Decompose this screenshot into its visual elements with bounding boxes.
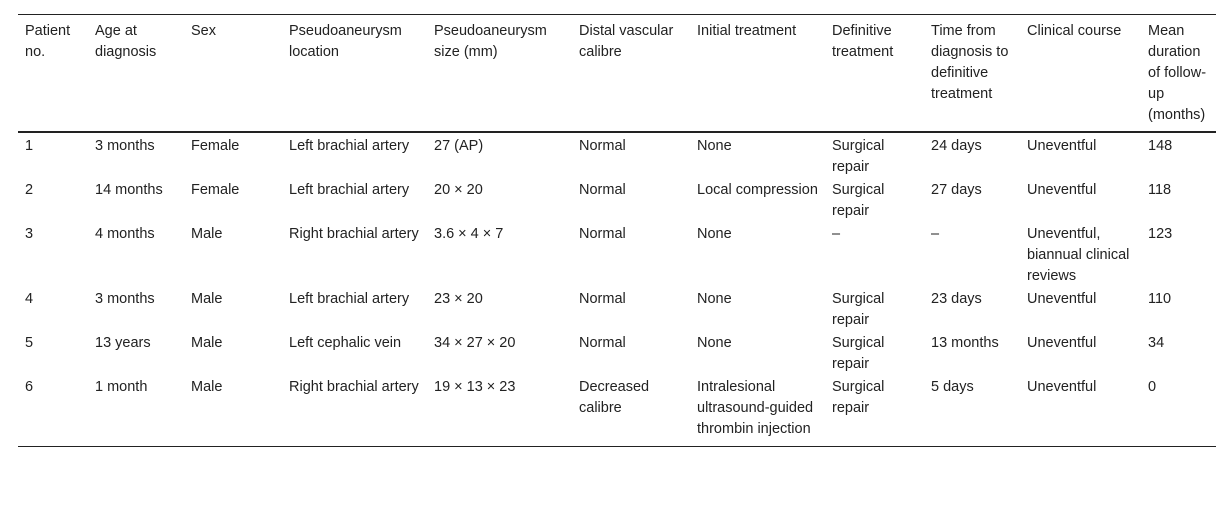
cell-age: 14 months: [95, 182, 163, 198]
header-distal-vascular-calibre: Distal vascular calibre: [579, 23, 674, 60]
cell-clinical-course: Uneventful: [1027, 379, 1097, 395]
cell-time-to-treatment: –: [931, 226, 940, 242]
cell-patient-no: 6: [25, 379, 34, 395]
cell-time-to-treatment: 24 days: [931, 138, 982, 154]
cell-age: 1 month: [95, 379, 148, 395]
cell-sex: Male: [191, 379, 223, 395]
header-age-at-diagnosis: Age at diagnosis: [95, 23, 157, 60]
cell-initial-treatment: None: [697, 226, 732, 242]
cell-calibre: Normal: [579, 335, 626, 351]
header-pseudoaneurysm-location: Pseudoaneurysm location: [289, 23, 402, 60]
cell-patient-no: 3: [25, 226, 34, 242]
cell-location: Left brachial artery: [289, 291, 410, 307]
cell-location: Left brachial artery: [289, 182, 410, 198]
header-pseudoaneurysm-size: Pseudoaneurysm size (mm): [434, 23, 547, 60]
cell-follow-up: 0: [1148, 379, 1157, 395]
header-patient-no: Patient no.: [25, 23, 71, 60]
cell-patient-no: 4: [25, 291, 34, 307]
cell-follow-up: 34: [1148, 335, 1165, 351]
header-initial-treatment: Initial treatment: [697, 23, 797, 39]
cell-calibre: Normal: [579, 138, 626, 154]
cell-size: 3.6 × 4 × 7: [434, 226, 504, 242]
table-body: [18, 132, 1216, 447]
header-definitive-treatment: Definitive treatment: [832, 23, 894, 60]
cell-size: 34 × 27 × 20: [434, 335, 516, 351]
cell-time-to-treatment: 13 months: [931, 335, 999, 351]
cell-definitive-treatment: Surgical repair: [832, 138, 885, 175]
cell-time-to-treatment: 23 days: [931, 291, 982, 307]
cell-time-to-treatment: 27 days: [931, 182, 982, 198]
header-follow-up-duration: Mean duration of follow-up (months): [1148, 23, 1207, 123]
cell-follow-up: 118: [1148, 182, 1172, 198]
table-row: [18, 376, 1216, 447]
table-row: [18, 223, 1216, 288]
cell-definitive-treatment: Surgical repair: [832, 379, 885, 416]
table-row: [18, 179, 1216, 223]
header-time-to-definitive-treatment: Time from diagnosis to definitive treatment: [931, 23, 1009, 102]
cell-sex: Male: [191, 226, 223, 242]
table-row: [18, 332, 1216, 376]
cell-patient-no: 1: [25, 138, 34, 154]
cell-follow-up: 123: [1148, 226, 1173, 242]
cell-location: Left cephalic vein: [289, 335, 402, 351]
header-row: [18, 15, 1216, 133]
cell-definitive-treatment: Surgical repair: [832, 291, 885, 328]
cell-clinical-course: Uneventful, biannual clinical reviews: [1027, 226, 1130, 284]
cell-size: 20 × 20: [434, 182, 483, 198]
cell-age: 3 months: [95, 138, 155, 154]
cell-initial-treatment: Local compression: [697, 182, 818, 198]
cell-clinical-course: Uneventful: [1027, 182, 1097, 198]
cell-initial-treatment: None: [697, 335, 732, 351]
table-row: [18, 132, 1216, 179]
cell-initial-treatment: None: [697, 291, 732, 307]
cell-location: Right brachial artery: [289, 379, 419, 395]
cell-size: 19 × 13 × 23: [434, 379, 516, 395]
cell-sex: Male: [191, 291, 223, 307]
cell-patient-no: 5: [25, 335, 34, 351]
table-row: [18, 288, 1216, 332]
cell-time-to-treatment: 5 days: [931, 379, 974, 395]
cell-age: 13 years: [95, 335, 151, 351]
cell-definitive-treatment: Surgical repair: [832, 182, 885, 219]
cell-patient-no: 2: [25, 182, 34, 198]
cell-sex: Female: [191, 182, 240, 198]
cell-clinical-course: Uneventful: [1027, 291, 1097, 307]
cell-definitive-treatment: –: [832, 226, 841, 242]
cell-location: Right brachial artery: [289, 226, 419, 242]
cell-size: 27 (AP): [434, 138, 484, 154]
cell-location: Left brachial artery: [289, 138, 410, 154]
cell-clinical-course: Uneventful: [1027, 138, 1097, 154]
cell-age: 3 months: [95, 291, 155, 307]
patient-table: [18, 14, 1216, 447]
cell-size: 23 × 20: [434, 291, 483, 307]
cell-age: 4 months: [95, 226, 155, 242]
cell-calibre: Normal: [579, 182, 626, 198]
cell-calibre: Normal: [579, 291, 626, 307]
cell-clinical-course: Uneventful: [1027, 335, 1097, 351]
header-clinical-course: Clinical course: [1027, 23, 1122, 39]
cell-sex: Male: [191, 335, 223, 351]
cell-sex: Female: [191, 138, 240, 154]
cell-initial-treatment: Intralesional ultrasound-guided thrombin injection: [697, 379, 814, 437]
cell-follow-up: 110: [1148, 291, 1172, 307]
cell-follow-up: 148: [1148, 138, 1173, 154]
cell-calibre: Normal: [579, 226, 626, 242]
cell-definitive-treatment: Surgical repair: [832, 335, 885, 372]
header-sex: Sex: [191, 23, 216, 39]
cell-calibre: Decreased calibre: [579, 379, 650, 416]
table-header: [18, 15, 1216, 133]
cell-initial-treatment: None: [697, 138, 732, 154]
